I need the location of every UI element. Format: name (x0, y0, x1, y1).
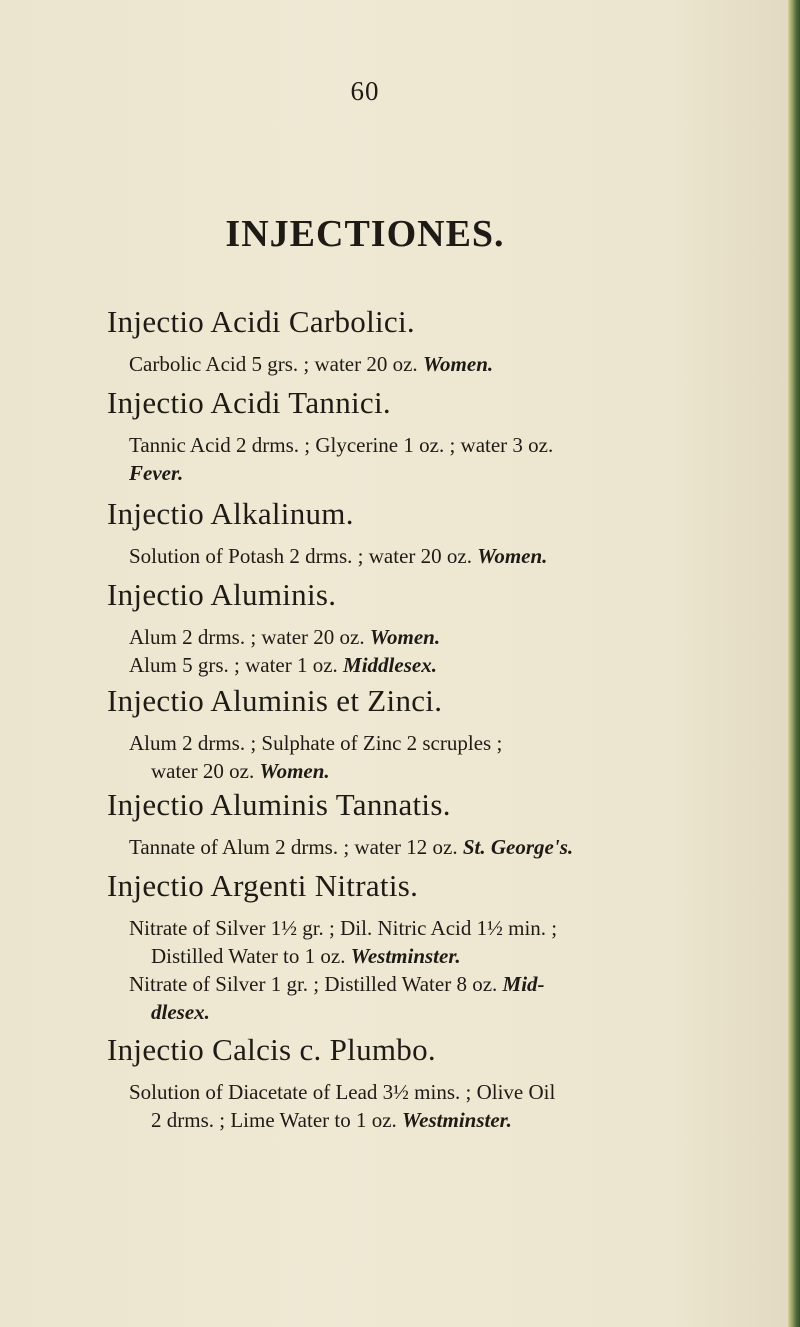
source-hospital: Middlesex. (343, 653, 437, 677)
page-edge (788, 0, 800, 1327)
source-hospital: Women. (477, 544, 548, 568)
entry-lines (129, 729, 687, 785)
recipe-text: Alum 2 drms. ; water 20 oz. (129, 625, 370, 649)
source-hospital: Women. (422, 352, 494, 376)
entry-alkalinum (107, 496, 687, 570)
recipe-line (151, 942, 687, 970)
entry-name: Injectio Alkalinum. (107, 496, 354, 531)
source-hospital: Women. (369, 625, 441, 649)
entry-lines (129, 833, 687, 861)
source-hospital: St. George's. (462, 835, 574, 859)
recipe-text: Alum 2 drms. ; Sulphate of Zinc 2 scruples ; (129, 731, 503, 755)
source-hospital: Fever. (129, 461, 184, 485)
recipe-line (151, 757, 687, 785)
source-hospital: Westminster. (402, 1108, 512, 1132)
entry-aluminis-tannatis (107, 787, 687, 861)
entry-acidi-carbolici (107, 304, 687, 378)
recipe-line (151, 998, 687, 1026)
entry-aluminis (107, 577, 687, 679)
recipe-text: Distilled Water to 1 oz. (151, 944, 351, 968)
recipe-text: Nitrate of Silver 1 gr. ; Distilled Water 8 oz. (129, 972, 503, 996)
entry-lines (129, 623, 687, 679)
entry-lines (129, 542, 687, 570)
entry-name: Injectio Argenti Nitratis. (107, 868, 419, 903)
entry-aluminis-et-zinci (107, 683, 687, 785)
recipe-line (129, 459, 687, 487)
entry-lines (129, 350, 687, 378)
entry-calcis-c-plumbo (107, 1032, 687, 1134)
source-hospital: dlesex. (151, 1000, 210, 1024)
entry-name: Injectio Acidi Carbolici. (107, 304, 415, 339)
page-number: 60 (350, 76, 380, 106)
recipe-text: Solution of Potash 2 drms. ; water 20 oz. (129, 544, 478, 568)
entry-argenti-nitratis (107, 868, 687, 1026)
recipe-line (129, 431, 687, 459)
entry-acidi-tannici (107, 385, 687, 487)
recipe-text: water 20 oz. (151, 759, 260, 783)
recipe-text: Carbolic Acid 5 grs. ; water 20 oz. (129, 352, 423, 376)
recipe-line (129, 542, 687, 570)
recipe-line (129, 970, 687, 998)
source-hospital: Westminster. (350, 944, 461, 968)
recipe-line (129, 350, 687, 378)
entry-name: Injectio Aluminis. (107, 577, 337, 612)
entry-lines (129, 431, 687, 487)
recipe-text: Tannate of Alum 2 drms. ; water 12 oz. (129, 835, 463, 859)
entry-name: Injectio Calcis c. Plumbo. (107, 1032, 436, 1067)
entry-lines (129, 1078, 687, 1134)
recipe-line (129, 651, 687, 679)
recipe-line (129, 623, 687, 651)
recipe-line (129, 914, 687, 942)
recipe-text: Tannic Acid 2 drms. ; Glycerine 1 oz. ; water 3 oz. (129, 433, 554, 457)
recipe-line (129, 729, 687, 757)
entry-name: Injectio Acidi Tannici. (107, 385, 391, 420)
entry-lines (129, 914, 687, 1026)
recipe-text: Nitrate of Silver 1½ gr. ; Dil. Nitric Acid 1½ min. ; (129, 916, 558, 940)
entry-name: Injectio Aluminis et Zinci. (107, 683, 443, 718)
source-hospital: Women. (259, 759, 330, 783)
recipe-text: Solution of Diacetate of Lead 3½ mins. ; Olive Oil (129, 1080, 556, 1104)
recipe-text: Alum 5 grs. ; water 1 oz. (129, 653, 344, 677)
recipe-line (129, 1078, 687, 1106)
page-title: INJECTIONES. (225, 213, 505, 255)
entry-name: Injectio Aluminis Tannatis. (107, 787, 451, 822)
source-hospital: Mid- (502, 972, 545, 996)
recipe-line (151, 1106, 687, 1134)
recipe-line (129, 833, 687, 861)
recipe-text: 2 drms. ; Lime Water to 1 oz. (151, 1108, 403, 1132)
